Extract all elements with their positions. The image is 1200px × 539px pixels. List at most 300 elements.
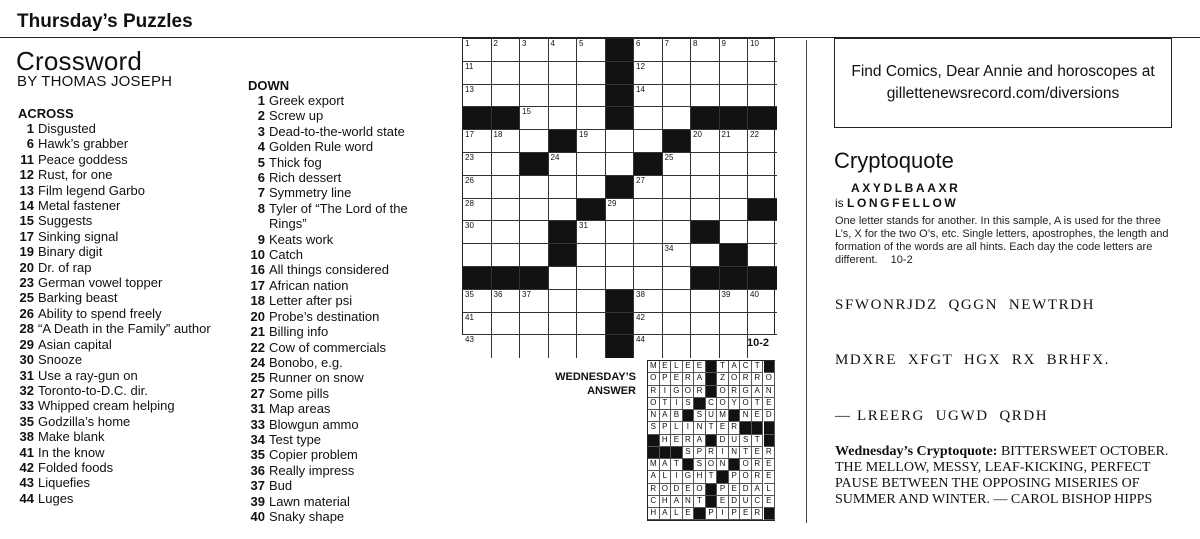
across-clue [18,136,246,151]
grid-cell[interactable] [463,335,492,358]
answer-cell: E [683,508,695,520]
cell-number: 34 [664,244,674,254]
clue-number: 18 [250,293,265,309]
grid-cell[interactable] [577,221,606,244]
answer-cell: S [683,447,695,459]
grid-cell[interactable] [463,290,492,313]
answer-cell: R [764,447,776,459]
grid-cell[interactable] [634,130,663,153]
grid-cell[interactable] [663,39,692,62]
across-clue [18,460,246,475]
answer-cell: D [764,410,776,422]
clue-text: Lawn material [269,493,350,509]
cell-number: 38 [636,289,645,299]
grid-cell[interactable] [463,85,492,108]
grid-cell[interactable] [663,85,692,108]
grid-cell[interactable] [748,176,777,199]
clue-text: Runner on snow [269,370,364,386]
answer-cell: U [729,435,741,447]
grid-cell[interactable] [748,313,777,336]
answer-cell: U [740,496,752,508]
grid-cell[interactable] [463,221,492,244]
grid-cell[interactable] [606,267,635,290]
clue-number: 25 [19,290,34,306]
grid-cell[interactable] [748,39,777,62]
answer-cell: P [729,471,741,483]
cell-number: 9 [721,39,726,48]
clue-number: 21 [250,324,265,340]
grid-cell[interactable] [549,153,578,176]
answer-cell: O [683,386,695,398]
black-square [520,267,549,290]
grid-cell[interactable] [492,62,521,85]
answer-cell: M [717,410,729,422]
grid-cell[interactable] [606,153,635,176]
clue-text: Tyler of “The Lord of the Rings” [269,200,408,232]
clue-number: 11 [20,151,34,167]
grid-cell[interactable] [663,199,692,222]
answer-cell: S [740,435,752,447]
answer-cell: T [740,447,752,459]
grid-cell[interactable] [663,335,692,358]
clue-text: Billing info [269,324,329,340]
grid-cell[interactable] [549,313,578,336]
answer-cell: P [729,508,741,520]
grid-cell[interactable] [748,244,777,267]
answer-black-square [740,422,752,434]
grid-cell[interactable] [606,244,635,267]
answer-cell: E [764,459,776,471]
answer-cell: O [740,459,752,471]
cell-number: 30 [465,221,474,231]
grid-cell[interactable] [720,85,749,108]
answer-cell: T [752,435,764,447]
grid-cell[interactable] [720,176,749,199]
clue-number: 5 [257,154,265,170]
grid-cell[interactable] [577,313,606,336]
cell-number: 41 [465,312,474,322]
grid-cell[interactable] [549,335,578,358]
down-clue [248,278,448,293]
grid-cell[interactable] [634,335,663,358]
answer-cell: N [729,447,741,459]
grid-cell[interactable] [663,62,692,85]
grid-cell[interactable] [492,85,521,108]
grid-cell[interactable] [691,335,720,358]
grid-cell[interactable] [492,39,521,62]
grid-cell[interactable] [492,290,521,313]
grid-cell[interactable] [520,244,549,267]
grid-cell[interactable] [549,290,578,313]
clue-text: Metal fastener [38,198,121,214]
answer-cell: L [671,422,683,434]
grid-cell[interactable] [463,153,492,176]
black-square [691,221,720,244]
grid-cell[interactable] [663,221,692,244]
cell-number: 31 [579,221,588,231]
grid-cell[interactable] [691,62,720,85]
clue-text: Ability to spend freely [38,305,162,321]
answer-cell: C [740,361,752,373]
clue-text: German vowel topper [38,275,163,291]
grid-cell[interactable] [577,335,606,358]
clue-text: Screw up [269,108,324,124]
grid-cell[interactable] [634,313,663,336]
grid-cell[interactable] [634,85,663,108]
answer-cell: R [683,373,695,385]
clue-text: Blowgun ammo [269,416,359,432]
answer-cell: O [740,471,752,483]
cryptoquote-date: 10-2 [890,254,913,266]
clue-text: Letter after psi [269,293,353,309]
cell-number: 6 [636,39,641,48]
grid-cell[interactable] [634,39,663,62]
answer-cell: O [764,373,776,385]
answer-black-square [694,398,706,410]
grid-cell[interactable] [577,62,606,85]
grid-cell[interactable] [634,244,663,267]
previous-cryptoquote [835,444,1175,508]
grid-cell[interactable] [691,313,720,336]
grid-cell[interactable] [463,244,492,267]
clue-number: 10 [250,247,265,263]
grid-cell[interactable] [577,85,606,108]
answer-black-square [706,373,718,385]
down-clue [248,340,448,355]
clue-text: Disgusted [38,121,96,136]
grid-cell[interactable] [577,107,606,130]
grid-cell[interactable] [463,130,492,153]
grid-cell[interactable] [577,39,606,62]
grid-cell[interactable] [520,221,549,244]
grid-cell[interactable] [634,290,663,313]
grid-cell[interactable] [691,199,720,222]
clue-text: Bud [269,478,293,494]
cell-number: 17 [465,130,474,140]
grid-cell[interactable] [634,221,663,244]
previous-cryptoquote-text: BITTERSWEET OCTOBER. THE MELLOW, MESSY, LEAF-KICKING, PERFECT PAUSE BETWEEN THE OPPOSING MISERIES OF SUMMER AND WINTER. — CAROL BISHOP HIPPS [835,444,1169,507]
clue-number: 37 [250,478,265,494]
cell-number: 40 [750,289,759,299]
grid-cell[interactable] [549,62,578,85]
answer-grid [647,360,775,521]
grid-cell[interactable] [549,85,578,108]
down-clue [248,309,448,324]
cell-number: 21 [721,130,731,140]
grid-cell[interactable] [492,221,521,244]
cell-number: 44 [636,335,645,345]
down-clue [248,401,448,416]
cell-number: 39 [721,289,731,299]
answer-cell: L [671,361,683,373]
grid-cell[interactable] [720,130,749,153]
grid-cell[interactable] [520,290,549,313]
grid-cell[interactable] [720,199,749,222]
black-square [720,267,749,290]
grid-cell[interactable] [492,130,521,153]
answer-cell: H [660,496,672,508]
grid-cell[interactable] [463,176,492,199]
cryptoquote-instructions [835,215,1175,267]
down-clues [248,78,448,524]
across-clue [18,337,246,352]
grid-cell[interactable] [720,313,749,336]
across-clue [18,152,246,167]
answer-cell: O [740,398,752,410]
grid-cell[interactable] [577,153,606,176]
answer-cell: A [694,435,706,447]
grid-cell[interactable] [549,176,578,199]
answer-cell: O [717,398,729,410]
answer-cell: S [694,459,706,471]
clue-text: Thick fog [269,154,322,170]
across-clue [18,491,246,506]
promo-line-1: Find Comics, Dear Annie and horoscopes at [851,63,1155,80]
black-square [549,244,578,267]
grid-cell[interactable] [720,62,749,85]
answer-label-line1: WEDNESDAY’S [555,371,636,383]
grid-cell[interactable] [492,244,521,267]
grid-cell[interactable] [492,313,521,336]
answer-cell: D [740,484,752,496]
grid-cell[interactable] [520,199,549,222]
answer-cell: N [648,410,660,422]
grid-cell[interactable] [663,107,692,130]
grid-cell[interactable] [634,62,663,85]
answer-cell: S [683,398,695,410]
grid-cell[interactable] [634,199,663,222]
grid-cell[interactable] [463,199,492,222]
black-square [577,199,606,222]
grid-cell[interactable] [577,130,606,153]
grid-cell[interactable] [463,62,492,85]
grid-cell[interactable] [663,153,692,176]
grid-cell[interactable] [492,176,521,199]
down-clue [248,201,448,232]
cell-number: 1 [465,39,470,48]
down-heading: DOWN [248,78,290,93]
grid-cell[interactable] [691,153,720,176]
answer-black-square [764,422,776,434]
answer-cell: E [671,373,683,385]
answer-cell: N [694,422,706,434]
grid-cell[interactable] [663,244,692,267]
clue-text: Cow of commercials [269,339,387,355]
answer-cell: E [683,484,695,496]
sample-code: AXYDLBAAXR [851,181,961,195]
grid-cell[interactable] [577,290,606,313]
cell-number: 26 [465,175,474,185]
clue-text: Godzilla’s home [38,413,131,429]
answer-cell: N [717,459,729,471]
black-square [606,176,635,199]
grid-cell[interactable] [748,62,777,85]
grid-cell[interactable] [720,221,749,244]
across-clue [18,429,246,444]
answer-cell: A [752,484,764,496]
clue-text: Some pills [269,385,329,401]
grid-cell[interactable] [691,130,720,153]
answer-cell: E [717,422,729,434]
clue-number: 4 [257,139,265,155]
grid-cell[interactable] [520,39,549,62]
black-square [549,221,578,244]
crossword-byline: BY THOMAS JOSEPH [17,73,173,90]
grid-cell[interactable] [720,153,749,176]
answer-cell: R [740,373,752,385]
cell-number: 22 [750,130,759,140]
clue-number: 22 [250,339,265,355]
black-square [634,153,663,176]
clue-text: Symmetry line [269,185,352,201]
answer-cell: E [740,508,752,520]
grid-cell[interactable] [720,290,749,313]
grid-cell[interactable] [634,176,663,199]
answer-cell: H [660,435,672,447]
clue-number: 35 [250,447,265,463]
grid-cell[interactable] [691,85,720,108]
clue-text: Barking beast [38,290,118,306]
grid-cell[interactable] [720,335,749,358]
across-clue [18,398,246,413]
grid-cell[interactable] [520,313,549,336]
clue-number: 28 [19,321,34,337]
clue-number: 31 [19,367,34,383]
answer-cell: E [683,361,695,373]
answer-cell: E [764,471,776,483]
answer-cell: D [671,484,683,496]
grid-cell[interactable] [663,267,692,290]
across-clue [18,167,246,182]
answer-cell: Z [717,373,729,385]
clue-text: In the know [38,444,105,460]
answer-cell: Y [729,398,741,410]
grid-cell[interactable] [748,290,777,313]
answer-cell: O [706,459,718,471]
answer-cell: S [648,422,660,434]
clue-number: 6 [26,136,34,152]
grid-cell[interactable] [748,130,777,153]
grid-cell[interactable] [748,85,777,108]
across-clue [18,445,246,460]
answer-cell: G [740,386,752,398]
clue-text: African nation [269,277,349,293]
answer-cell: A [660,459,672,471]
page-title: Thursday’s Puzzles [17,11,193,32]
clue-text: Rich dessert [269,170,342,186]
clue-text: Make blank [38,429,105,445]
grid-cell[interactable] [606,199,635,222]
answer-cell: E [752,410,764,422]
answer-cell: P [717,484,729,496]
grid-cell[interactable] [520,176,549,199]
answer-cell: R [752,459,764,471]
answer-cell: R [683,435,695,447]
cryptoquote-line-3: — LREERG UGWD QRDH [835,408,1049,424]
cell-number: 4 [550,39,555,48]
grid-cell[interactable] [748,153,777,176]
answer-cell: M [648,459,660,471]
grid-cell[interactable] [520,107,549,130]
grid-cell[interactable] [492,153,521,176]
grid-cell[interactable] [463,313,492,336]
down-clue [248,247,448,262]
answer-cell: R [648,386,660,398]
grid-cell[interactable] [549,39,578,62]
grid-cell[interactable] [492,199,521,222]
grid-cell[interactable] [549,107,578,130]
answer-cell: N [683,496,695,508]
grid-cell[interactable] [492,335,521,358]
clue-text: Luges [38,490,74,506]
clue-text: Use a ray-gun on [38,367,138,383]
clue-text: Test type [269,431,322,447]
answer-cell: G [683,471,695,483]
grid-cell[interactable] [663,313,692,336]
grid-cell[interactable] [520,62,549,85]
clue-text: Snaky shape [269,508,345,524]
grid-cell[interactable] [549,199,578,222]
grid-cell[interactable] [691,244,720,267]
answer-black-square [764,435,776,447]
grid-cell[interactable] [577,244,606,267]
grid-cell[interactable] [463,39,492,62]
answer-cell: N [764,386,776,398]
cell-number: 3 [522,39,527,48]
grid-cell[interactable] [663,176,692,199]
clue-number: 25 [250,370,265,386]
cell-number: 43 [465,335,474,345]
answer-cell: R [706,447,718,459]
answer-cell: A [671,496,683,508]
grid-cell[interactable] [691,39,720,62]
answer-cell: I [717,508,729,520]
down-clue [248,386,448,401]
clue-text: Keats work [269,231,334,247]
clue-text: Catch [269,247,303,263]
grid-cell[interactable] [577,267,606,290]
grid-cell[interactable] [663,290,692,313]
grid-cell[interactable] [748,221,777,244]
clue-number: 42 [19,459,34,475]
grid-cell[interactable] [520,85,549,108]
grid-cell[interactable] [577,176,606,199]
clue-number: 3 [257,123,265,139]
grid-cell[interactable] [606,221,635,244]
answer-cell: B [671,410,683,422]
grid-cell[interactable] [606,130,635,153]
grid-cell[interactable] [520,130,549,153]
promo-link[interactable]: gillettenewsrecord.com/diversions [886,85,1120,102]
down-clue-list [248,93,448,524]
puzzle-date: 10-2 [747,337,770,349]
grid-cell[interactable] [549,267,578,290]
clue-text: Film legend Garbo [38,182,145,198]
grid-cell[interactable] [691,290,720,313]
grid-cell[interactable] [520,335,549,358]
answer-cell: O [694,484,706,496]
grid-cell[interactable] [720,39,749,62]
grid-cell[interactable] [691,176,720,199]
grid-cell[interactable] [634,107,663,130]
clue-number: 19 [19,244,34,260]
across-clue [18,475,246,490]
grid-cell[interactable] [634,267,663,290]
answer-cell: R [752,373,764,385]
cell-number: 20 [693,130,702,140]
clue-text: Snooze [38,352,83,368]
cell-number: 35 [465,289,474,299]
